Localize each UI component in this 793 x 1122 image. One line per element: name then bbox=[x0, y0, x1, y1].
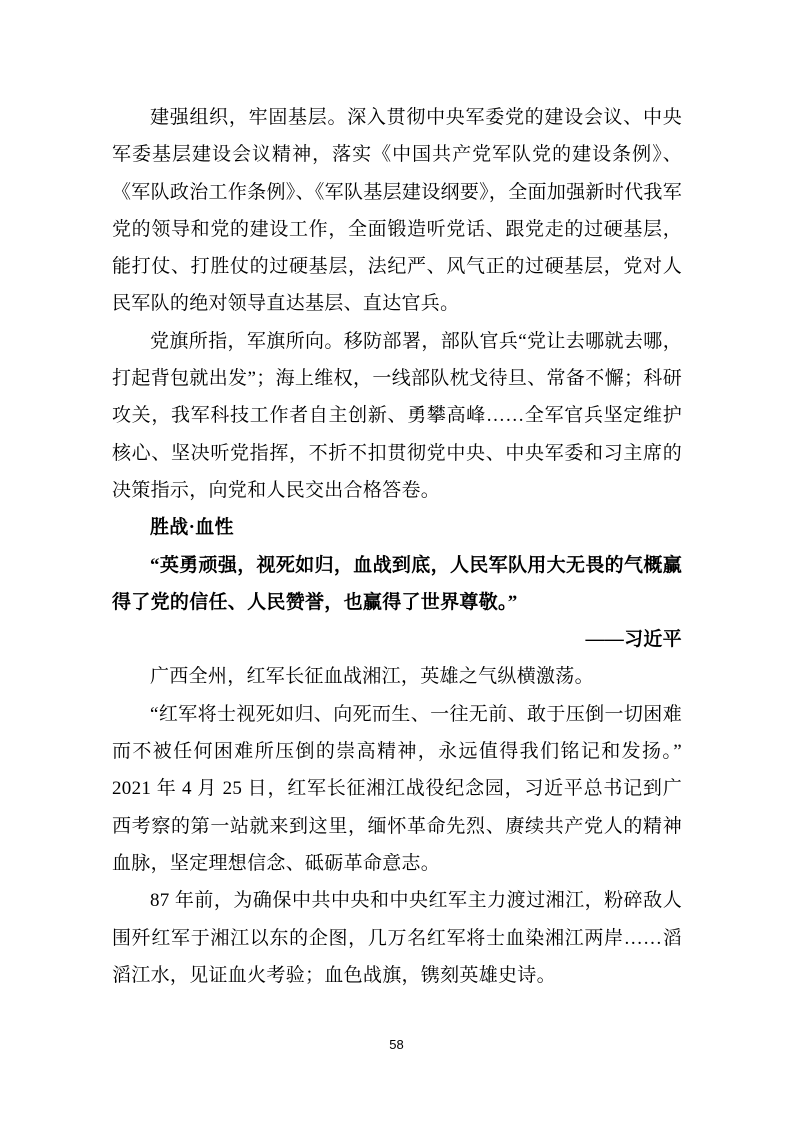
paragraph-87-years-ago: 87 年前，为确保中共中央和中央红军主力渡过湘江，粉碎敌人围歼红军于湘江以东的企图，几万名红军将士血染湘江两岸……滔滔江水，见证血火考验；血色战旗，镌刻英雄史诗。 bbox=[112, 890, 682, 986]
paragraph-xiangjiang-memorial-visit: “红军将士视死如归、向死而生、一往无前、敢于压倒一切困难而不被任何困难所压倒的崇高精神，永远值得我们铭记和发扬。”2021 年 4 月 25 日，红军长征湘江战役纪念园，习近平总书记到广西考察的第一站就来到这里，缅怀革命先烈、赓续共产党人的精神血脉，坚定理想信念、砥砺革命意志。 bbox=[112, 703, 682, 874]
document-body bbox=[112, 99, 682, 994]
page-footer bbox=[0, 1036, 793, 1054]
quote-attribution: ——习近平 bbox=[585, 629, 682, 651]
page-number: 58 bbox=[389, 1037, 404, 1052]
paragraph-guangxi-quanzhou: 广西全州，红军长征血战湘江，英雄之气纵横激荡。 bbox=[150, 666, 594, 688]
quote-paragraph: “英勇顽强，视死如归，血战到底，人民军队用大无畏的气概赢得了党的信任、人民赞誉，也赢得了世界尊敬。” bbox=[112, 554, 682, 613]
paragraph-party-flag-direction: 党旗所指，军旗所向。移防部署，部队官兵“党让去哪就去哪，打起背包就出发”；海上维权，一线部队枕戈待旦、常备不懈；科研攻关，我军科技工作者自主创新、勇攀高峰……全军官兵坚定维护核心、坚决听党指挥，不折不扣贯彻党中央、中央军委和习主席的决策指示，向党和人民交出合格答卷。 bbox=[112, 330, 682, 501]
section-heading-shengzhan-xuexing: 胜战·血性 bbox=[150, 517, 234, 539]
paragraph-grassroots-party-building: 建强组织，牢固基层。深入贯彻中央军委党的建设会议、中央军委基层建设会议精神，落实《中国共产党军队党的建设条例》、《军队政治工作条例》、《军队基层建设纲要》，全面加强新时代我军党的领导和党的建设工作，全面锻造听党话、跟党走的过硬基层，能打仗、打胜仗的过硬基层，法纪严、风气正的过硬基层，党对人民军队的绝对领导直达基层、直达官兵。 bbox=[112, 107, 682, 315]
